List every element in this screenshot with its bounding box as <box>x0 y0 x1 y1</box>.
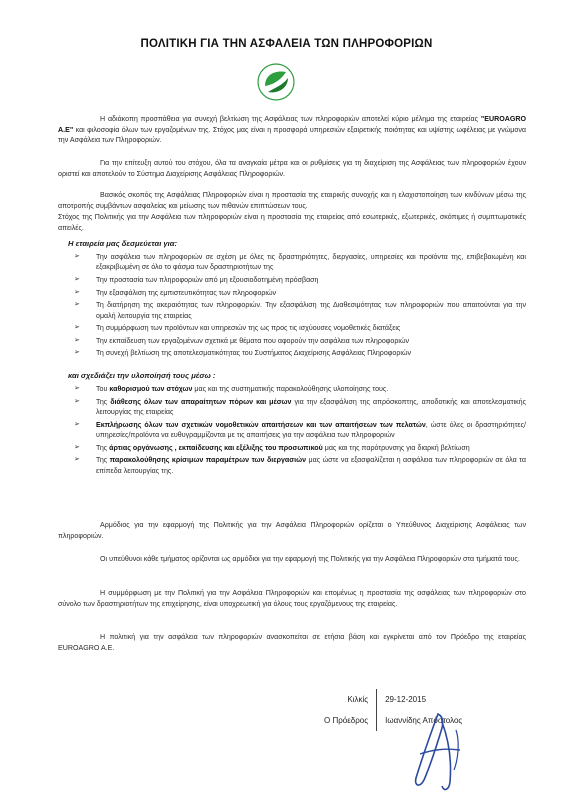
leaf-logo-icon <box>256 62 296 102</box>
list-item: ➢ Της διάθεσης όλων των απαραίτητων πόρων και μέσων για την εξασφάλιση της απρόσκοπτης, αποδοτικής και αποτελεσματικής λειτουργίας της εταιρείας <box>74 397 526 416</box>
review-paragraph: Η πολιτική για την ασφάλεια των πληροφοριών ανασκοπείται σε ετήσια βάση και εγκρίνεται από τον Πρόεδρο της εταιρείας EUROAGRO A.E. <box>58 633 526 652</box>
arrow-bullet-icon: ➢ <box>74 443 80 451</box>
list-item: ➢ Της παρακολούθησης κρίσιμων παραμέτρων των διεργασιών μας ώστε να εξασφαλίζεται η ασφάλεια των πληροφοριών σε όλα τα επίπεδα λειτουργίας της. <box>74 456 526 475</box>
list-item: ➢ Του καθορισμού των στόχων μας και της συστηματικής παρακολούθησης υλοποίησης τους. <box>74 385 389 393</box>
objective-paragraph: Στόχος της Πολιτικής για την Ασφάλεια των πληροφοριών είναι η προστασία της εταιρείας από εσωτερικές, εξωτερικές, σκόπιμες ή συμπτωματικές απειλές. <box>58 213 526 232</box>
arrow-bullet-icon: ➢ <box>74 301 80 309</box>
arrow-bullet-icon: ➢ <box>74 253 80 260</box>
arrow-bullet-icon: ➢ <box>74 288 80 296</box>
list-item: ➢ Τη διατήρηση της ακεραιότητας των πληροφοριών. Την εξασφάλιση της Διαθεσιμότητας των πληροφοριών που απαιτούνται για την ομαλή λειτουργία της εταιρείας <box>74 301 526 320</box>
place-label: Κιλκίς <box>316 689 377 710</box>
arrow-bullet-icon: ➢ <box>74 336 80 344</box>
arrow-bullet-icon: ➢ <box>74 276 80 283</box>
means-list <box>74 384 526 478</box>
document-title: ΠΟΛΙΤΙΚΗ ΓΙΑ ΤΗΝ ΑΣΦΑΛΕΙΑ ΤΩΝ ΠΛΗΡΟΦΟΡΙΩΝ <box>140 38 433 50</box>
signatory-name: Ιωαννίδης Απόστολος <box>385 716 463 725</box>
commitment-heading: Η εταιρεία μας δεσμεύεται για: <box>68 239 177 248</box>
arrow-bullet-icon: ➢ <box>74 324 80 332</box>
arrow-bullet-icon: ➢ <box>74 349 80 357</box>
list-item: ➢ Την εκπαίδευση των εργαζομένων σχετικά με θέματα που αφορούν την ασφάλεια των πληροφοριών <box>74 336 410 345</box>
arrow-bullet-icon: ➢ <box>74 420 80 428</box>
list-item: ➢ Εκπλήρωσης όλων των σχετικών νομοθετικών απαιτήσεων και των απαιτήσεων των πελατών, ώστε όλες οι δραστηριότητες/υπηρεσίες/προϊόντα να ευθυγραμμίζονται με τις απαιτήσεις για την ασφάλεια των πληροφοριών <box>74 420 526 439</box>
arrow-bullet-icon: ➢ <box>74 397 80 405</box>
list-item: ➢ Την εξασφάλιση της εμπιστευτικότητας των πληροφοριών <box>74 288 277 297</box>
arrow-bullet-icon: ➢ <box>74 456 80 464</box>
arrow-bullet-icon: ➢ <box>74 385 80 392</box>
list-item: ➢ Την ασφάλεια των πληροφοριών σε σχέση με όλες τις δραστηριότητες, διεργασίες, υπηρεσίες και προϊόντα της, επιβεβαιωμένη και εξακριβωμένη σε όλο το φάσμα των δραστηριοτήτων της <box>74 253 526 272</box>
intro-paragraph: Η αδιάκοπη προσπάθεια για συνεχή βελτίωση της Ασφάλειας των πληροφοριών αποτελεί κύριο μέλημα της εταιρείας "EUROAGRO A.E" και φιλοσοφία όλων των εργαζομένων της. Στόχος μας είναι η προσφορά υπηρεσιών εξαιρετικής ποιότητας και υψίστης ωφέλειας με γνώμονα την Ασφάλεια των Πληροφοριών. <box>58 115 526 145</box>
handwritten-signature <box>398 708 478 794</box>
list-item: ➢ Τη συνεχή βελτίωση της αποτελεσματικότητας του Συστήματος Διαχείρισης Ασφάλειας Πληροφοριών <box>74 349 412 358</box>
means-heading: και σχεδιάζει την υλοποίησή τους μέσω : <box>68 371 216 380</box>
compliance-paragraph: Η συμμόρφωση με την Πολιτική για την Ασφάλεια Πληροφοριών και επομένως η προστασία της ασφάλειας των πληροφοριών στο σύνολο των δραστηριοτήτων της επιχείρησης, είναι υποχρεωτική για όλους τους εργαζόμενους της εταιρείας. <box>58 589 526 608</box>
responsible-paragraph: Αρμόδιος για την εφαρμογή της Πολιτικής για την Ασφάλεια Πληροφοριών ορίζεται ο Υπεύθυνος Διαχείρισης Ασφάλειας των πληροφοριών. <box>58 521 526 540</box>
signature-date: 29-12-2015 <box>385 695 427 704</box>
list-item: ➢ Την προστασία των πληροφοριών από μη εξουσιοδοτημένη πρόσβαση <box>74 276 319 284</box>
purpose-paragraph: Βασικός σκοπός της Ασφάλειας Πληροφοριών είναι η προστασία της εταιρικής συνοχής και η ελαχιστοποίηση των κινδύνων μέσω της αποτροπής συμβάντων ασφαλείας και μείωσης των πιθανών επιπτώσεων τους. <box>58 191 526 210</box>
list-item: ➢ Της άρτιας οργάνωσης , εκπαίδευσης και εξέλιξης του προσωπικού μας και της παρότρυνσης για διαρκή βελτίωση <box>74 443 470 452</box>
commitment-list <box>74 252 526 361</box>
role-label: Ο Πρόεδρος <box>316 710 377 731</box>
department-paragraph: Οι υπεύθυνοι κάθε τμήματος ορίζονται ως αρμόδιοι για την εφαρμογή της Πολιτικής για την Ασφάλεια Πληροφοριών στα τμήματά τους. <box>100 555 520 563</box>
goal-paragraph: Για την επίτευξη αυτού του στόχου, όλα τα αναγκαία μέτρα και οι ρυθμίσεις για τη διαχείριση της Ασφάλειας των πληροφοριών έχουν οριστεί και αποτελούν το Σύστημα Διαχείρισης Ασφάλειας Πληροφοριών. <box>58 159 526 178</box>
list-item: ➢ Τη συμμόρφωση των προϊόντων και υπηρεσιών της ως προς τις ισχύουσες νομοθετικές διατάξεις <box>74 324 401 333</box>
